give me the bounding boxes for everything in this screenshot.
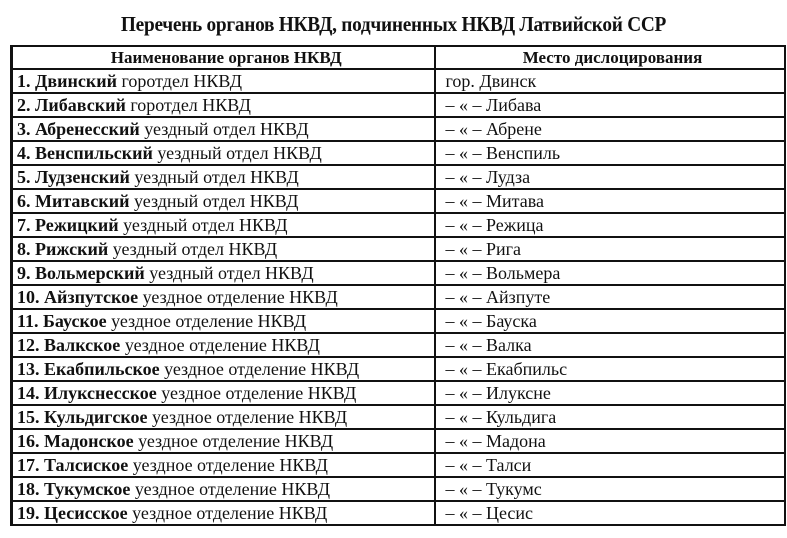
organ-name-bold: Илукснесское xyxy=(44,383,157,403)
location-cell: – « – Либава xyxy=(435,93,785,117)
table-row xyxy=(12,261,785,285)
organ-name-bold: Екабпильское xyxy=(44,359,160,379)
row-number: 13. xyxy=(17,359,40,379)
organ-name-rest: уездное отделение НКВД xyxy=(147,407,348,427)
organ-name-cell xyxy=(12,117,435,141)
location-cell: гор. Двинск xyxy=(435,69,785,93)
table-row xyxy=(12,69,785,93)
location-cell: – « – Режица xyxy=(435,213,785,237)
row-number: 19. xyxy=(17,503,40,523)
row-number: 3. xyxy=(17,119,31,139)
organs-table xyxy=(10,45,786,526)
table-row xyxy=(12,381,785,405)
location-cell: – « – Айзпуте xyxy=(435,285,785,309)
table-row xyxy=(12,213,785,237)
organ-name-bold: Митавский xyxy=(35,191,130,211)
table-row xyxy=(12,405,785,429)
row-number: 2. xyxy=(17,95,31,115)
organ-name-rest: уездное отделение НКВД xyxy=(106,311,307,331)
organ-name-rest: уездный отдел НКВД xyxy=(144,263,314,283)
table-row xyxy=(12,477,785,501)
organ-name-bold: Двинский xyxy=(35,71,117,91)
organ-name-cell xyxy=(12,93,435,117)
row-number: 8. xyxy=(17,239,31,259)
location-cell: – « – Валка xyxy=(435,333,785,357)
table-row xyxy=(12,357,785,381)
organ-name-cell xyxy=(12,453,435,477)
location-cell: – « – Кульдига xyxy=(435,405,785,429)
location-cell: – « – Лудза xyxy=(435,165,785,189)
organ-name-bold: Мадонское xyxy=(44,431,134,451)
organ-name-cell xyxy=(12,381,435,405)
organ-name-bold: Лудзенский xyxy=(35,167,130,187)
location-cell: – « – Бауска xyxy=(435,309,785,333)
location-cell: – « – Венспиль xyxy=(435,141,785,165)
organ-name-bold: Цесисское xyxy=(44,503,128,523)
location-cell: – « – Тукумс xyxy=(435,477,785,501)
organ-name-bold: Венспильский xyxy=(35,143,153,163)
organ-name-bold: Тукумское xyxy=(44,479,131,499)
organ-name-cell xyxy=(12,477,435,501)
organ-name-rest: уездный отдел НКВД xyxy=(118,215,288,235)
table-row xyxy=(12,501,785,525)
organ-name-cell xyxy=(12,501,435,525)
organ-name-bold: Абренесский xyxy=(35,119,140,139)
table-header-row xyxy=(12,46,785,69)
organ-name-cell xyxy=(12,165,435,189)
organ-name-cell xyxy=(12,429,435,453)
organ-name-cell xyxy=(12,141,435,165)
organ-name-cell xyxy=(12,189,435,213)
organ-name-cell xyxy=(12,213,435,237)
location-cell: – « – Талси xyxy=(435,453,785,477)
organ-name-bold: Бауское xyxy=(43,311,107,331)
organ-name-bold: Рижский xyxy=(35,239,109,259)
row-number: 17. xyxy=(17,455,40,475)
row-number: 4. xyxy=(17,143,31,163)
organ-name-cell xyxy=(12,333,435,357)
organ-name-rest: уездное отделение НКВД xyxy=(156,383,357,403)
organ-name-bold: Кульдигское xyxy=(44,407,148,427)
location-cell: – « – Вольмера xyxy=(435,261,785,285)
organ-name-bold: Вольмерский xyxy=(35,263,145,283)
organ-name-rest: уездный отдел НКВД xyxy=(152,143,322,163)
row-number: 9. xyxy=(17,263,31,283)
row-number: 18. xyxy=(17,479,40,499)
organ-name-rest: уездное отделение НКВД xyxy=(133,431,334,451)
location-cell: – « – Екабпильс xyxy=(435,357,785,381)
organ-name-rest: уездный отдел НКВД xyxy=(129,167,299,187)
table-row xyxy=(12,189,785,213)
header-location: Место дислоцирования xyxy=(435,46,785,69)
organ-name-rest: уездное отделение НКВД xyxy=(130,479,331,499)
table-row xyxy=(12,333,785,357)
location-cell: – « – Мадона xyxy=(435,429,785,453)
organ-name-bold: Талсиское xyxy=(44,455,129,475)
row-number: 7. xyxy=(17,215,31,235)
organ-name-cell xyxy=(12,405,435,429)
organ-name-cell xyxy=(12,309,435,333)
table-row xyxy=(12,309,785,333)
organ-name-rest: уездный отдел НКВД xyxy=(129,191,299,211)
location-cell: – « – Цесис xyxy=(435,501,785,525)
organ-name-rest: уездное отделение НКВД xyxy=(127,503,328,523)
location-cell: – « – Илуксне xyxy=(435,381,785,405)
table-row xyxy=(12,237,785,261)
table-row xyxy=(12,117,785,141)
row-number: 5. xyxy=(17,167,31,187)
organ-name-rest: уездное отделение НКВД xyxy=(159,359,360,379)
organ-name-cell xyxy=(12,69,435,93)
table-row xyxy=(12,453,785,477)
organ-name-rest: горотдел НКВД xyxy=(125,95,251,115)
organ-name-cell xyxy=(12,261,435,285)
document-title: Перечень органов НКВД, подчиненных НКВД Латвийской ССР xyxy=(120,12,667,36)
table-row xyxy=(12,93,785,117)
organ-name-bold: Либавский xyxy=(35,95,126,115)
location-cell: – « – Абрене xyxy=(435,117,785,141)
organ-name-cell xyxy=(12,237,435,261)
table-row xyxy=(12,429,785,453)
organ-name-bold: Режицкий xyxy=(35,215,119,235)
row-number: 12. xyxy=(17,335,40,355)
row-number: 15. xyxy=(17,407,40,427)
organ-name-bold: Валкское xyxy=(44,335,121,355)
row-number: 6. xyxy=(17,191,31,211)
location-cell: – « – Митава xyxy=(435,189,785,213)
table-row xyxy=(12,165,785,189)
organ-name-rest: уездный отдел НКВД xyxy=(108,239,278,259)
organ-name-cell xyxy=(12,285,435,309)
organ-name-rest: уездное отделение НКВД xyxy=(138,287,338,307)
organ-name-bold: Айзпутское xyxy=(44,287,139,307)
row-number: 14. xyxy=(17,383,40,403)
table-row xyxy=(12,141,785,165)
organ-name-cell xyxy=(12,357,435,381)
table-body xyxy=(12,69,785,525)
location-cell: – « – Рига xyxy=(435,237,785,261)
table-row xyxy=(12,285,785,309)
row-number: 16. xyxy=(17,431,40,451)
organ-name-rest: уездное отделение НКВД xyxy=(120,335,320,355)
header-organ-name: Наименование органов НКВД xyxy=(12,46,435,69)
organ-name-rest: горотдел НКВД xyxy=(116,71,243,91)
row-number: 11. xyxy=(17,311,39,331)
row-number: 10. xyxy=(17,287,40,307)
organ-name-rest: уездное отделение НКВД xyxy=(128,455,328,475)
row-number: 1. xyxy=(17,71,31,91)
organ-name-rest: уездный отдел НКВД xyxy=(139,119,309,139)
